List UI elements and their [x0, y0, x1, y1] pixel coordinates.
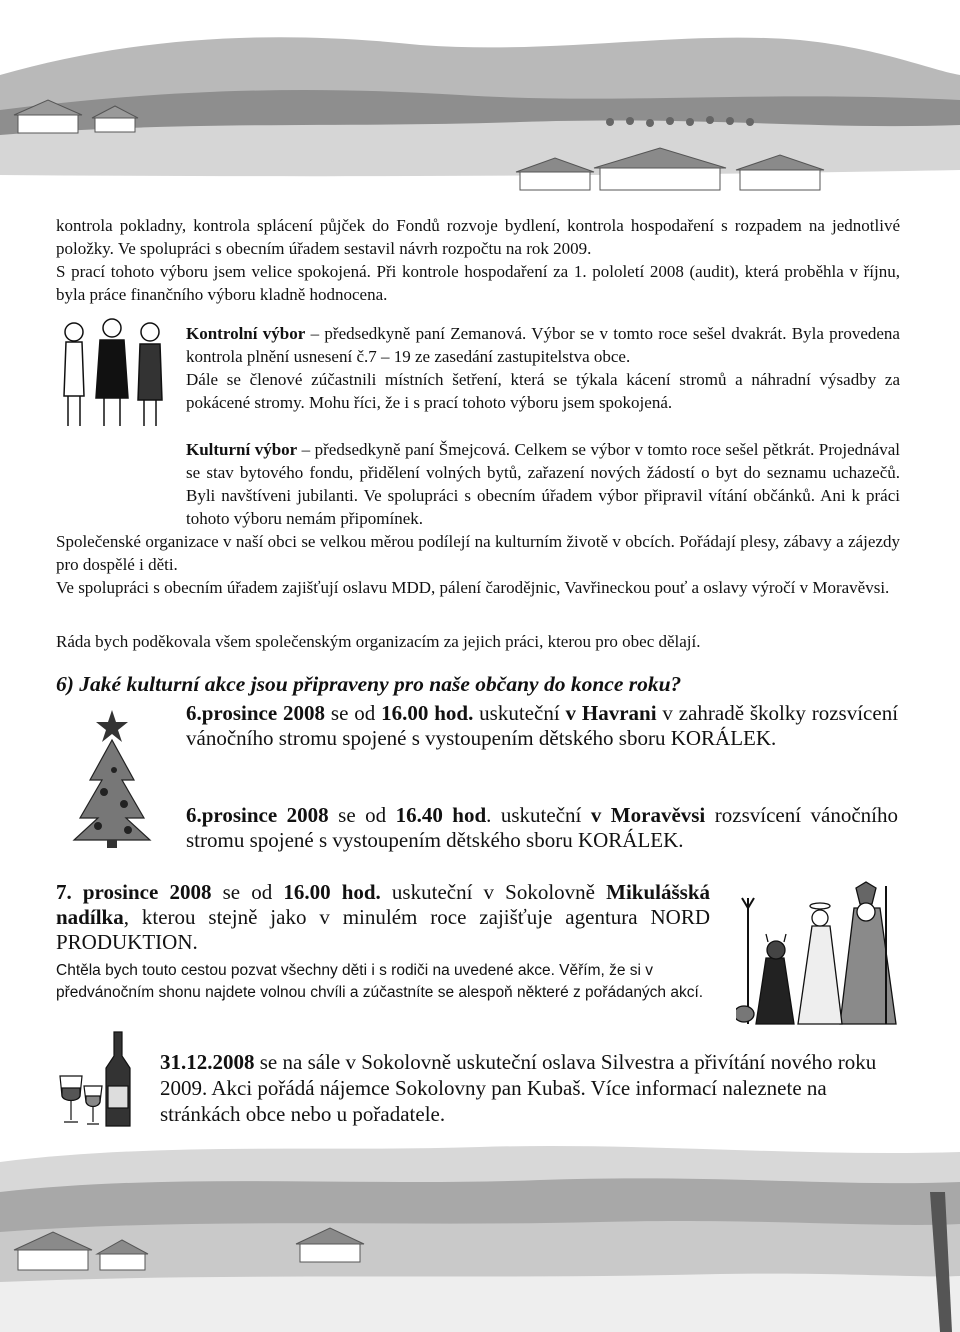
event-havran-place: v Havrani — [565, 701, 657, 725]
event-moraves-text: rozsvícení vánočního stromu spojené s vystoupením dětského sboru KORÁLEK. — [186, 803, 898, 852]
event-silvestr-paragraph — [160, 1049, 900, 1127]
event-moraves-paragraph — [186, 803, 898, 853]
event-moraves-se-od: se od — [328, 803, 396, 827]
intro-paragraph: kontrola pokladny, kontrola splácení půjček do Fondů rozvoje bydlení, kontrola hospodaření s rozpadem na jednotlivé položky. Ve spolupráci s obecním úřadem sestavil návrh rozpočtu na rok 2009. — [56, 216, 900, 258]
podekovani-paragraph: Ráda bych poděkovala všem společenským organizacím za jejich práci, kterou pro obec dělají. — [56, 632, 701, 651]
kulturni-vybor-paragraph — [56, 438, 900, 530]
event-havran-se-od: se od — [325, 701, 382, 725]
event-havran-text: v zahradě školky rozsvícení vánočního stromu spojené s vystoupením dětského sboru KORÁLEK. — [186, 701, 899, 750]
event-moraves-uskutecni: . uskuteční — [486, 803, 591, 827]
event-mikulas-uskutecni: uskuteční v Sokolovně — [380, 880, 607, 904]
kontrolni-vybor-title: Kontrolní výbor — [186, 324, 306, 343]
event-mikulas-text: , kterou stejně jako v minulém roce zajišťuje agentura NORD PRODUKTION. — [56, 905, 710, 954]
kontrolni-vybor-paragraph-2: Dále se členové zúčastnili místních šetření, která se týkala kácení stromů a náhradní výsadby za pokácené stromy. Mohu říci, že i s prací tohoto výboru jsem spokojená. — [186, 370, 900, 412]
event-mikulas-title: Mikulášská nadílka — [56, 880, 710, 929]
mikulas-angel-devil-image — [736, 878, 902, 1028]
event-havran-paragraph — [186, 701, 898, 751]
kulturni-vybor-title: Kulturní výbor — [186, 440, 298, 459]
event-mikulas-se-od: se od — [211, 880, 284, 904]
pozvanka-paragraph: Chtěla bych touto cestou pozvat všechny děti i s rodiči na uvedené akce. Věřím, že si v předvánočním shonu najdete volnou chvíli a zúčastníte se alespoň některé z pořádaných akcí. — [56, 962, 704, 1001]
event-silvestr-date: 31.12.2008 — [160, 1050, 255, 1074]
event-silvestr-text: se na sále v Sokolovně uskuteční oslava Silvestra a přivítání nového roku 2009. Akci pořádá nájemce Sokolovny pan Kubaš. Více informací naleznete na stránkách obce nebo u pořadatele. — [160, 1050, 877, 1126]
kulturni-vybor-text: – předsedkyně paní Šmejcová. Celkem se výbor v tomto roce sešel pětkrát. Projednával se stav bytového fondu, přidělení volných bytů, zařazení nových žádostí o byt do seznamu uchazečů. Byli navštíveni jubilanti. Ve spolupráci s obecním úřadem výbor připravil vítání občánků. Ani k práci tohoto výboru nemám připomínek. — [186, 440, 900, 528]
event-havran-time: 16.00 hod. — [381, 701, 474, 725]
event-moraves-time: 16.40 hod — [395, 803, 487, 827]
event-mikulas-date: 7. prosince 2008 — [56, 880, 212, 904]
intro-paragraph-2: S prací tohoto výboru jsem velice spokojená. Při kontrole hospodaření za 1. pololetí 2008 (audit), která proběhla v říjnu, byla práce finančního výboru kladně hodnocena. — [56, 262, 900, 304]
landscape-banner-bottom — [0, 1132, 960, 1332]
christmas-tree-image — [62, 700, 162, 850]
event-moraves-date: 6.prosince 2008 — [186, 803, 329, 827]
kontrolni-vybor-paragraph — [186, 322, 900, 368]
kulturni-organizace-paragraph: Společenské organizace v naší obci se velkou měrou podílejí na kulturním životě v obcích. Pořádají plesy, zábavy a zájezdy pro dospělé i děti. — [56, 532, 900, 574]
event-mikulas-time: 16.00 hod. — [283, 880, 381, 904]
wine-bottle-glasses-image — [56, 1030, 146, 1130]
kontrolni-vybor-text: – předsedkyně paní Zemanová. Výbor se v tomto roce sešel dvakrát. Byla provedena kontrola plnění usnesení č.7 – 19 ze zasedání zastupitelstva obce. — [186, 324, 900, 366]
kulturni-oslavy-paragraph: Ve spolupráci s obecním úřadem zajišťují oslavu MDD, pálení čarodějnic, Vavřineckou pouť a oslavy výročí v Moravěvsi. — [56, 578, 890, 597]
landscape-banner-top — [0, 0, 960, 200]
section-6-heading: 6) Jaké kulturní akce jsou připraveny pro naše občany do konce roku? — [56, 672, 682, 696]
event-moraves-place: v Moravěvsi — [590, 803, 706, 827]
committee-cartoon-image — [54, 316, 170, 432]
event-mikulas-paragraph — [56, 880, 710, 955]
event-havran-uskutecni: uskuteční — [473, 701, 566, 725]
event-havran-date: 6.prosince 2008 — [186, 701, 326, 725]
